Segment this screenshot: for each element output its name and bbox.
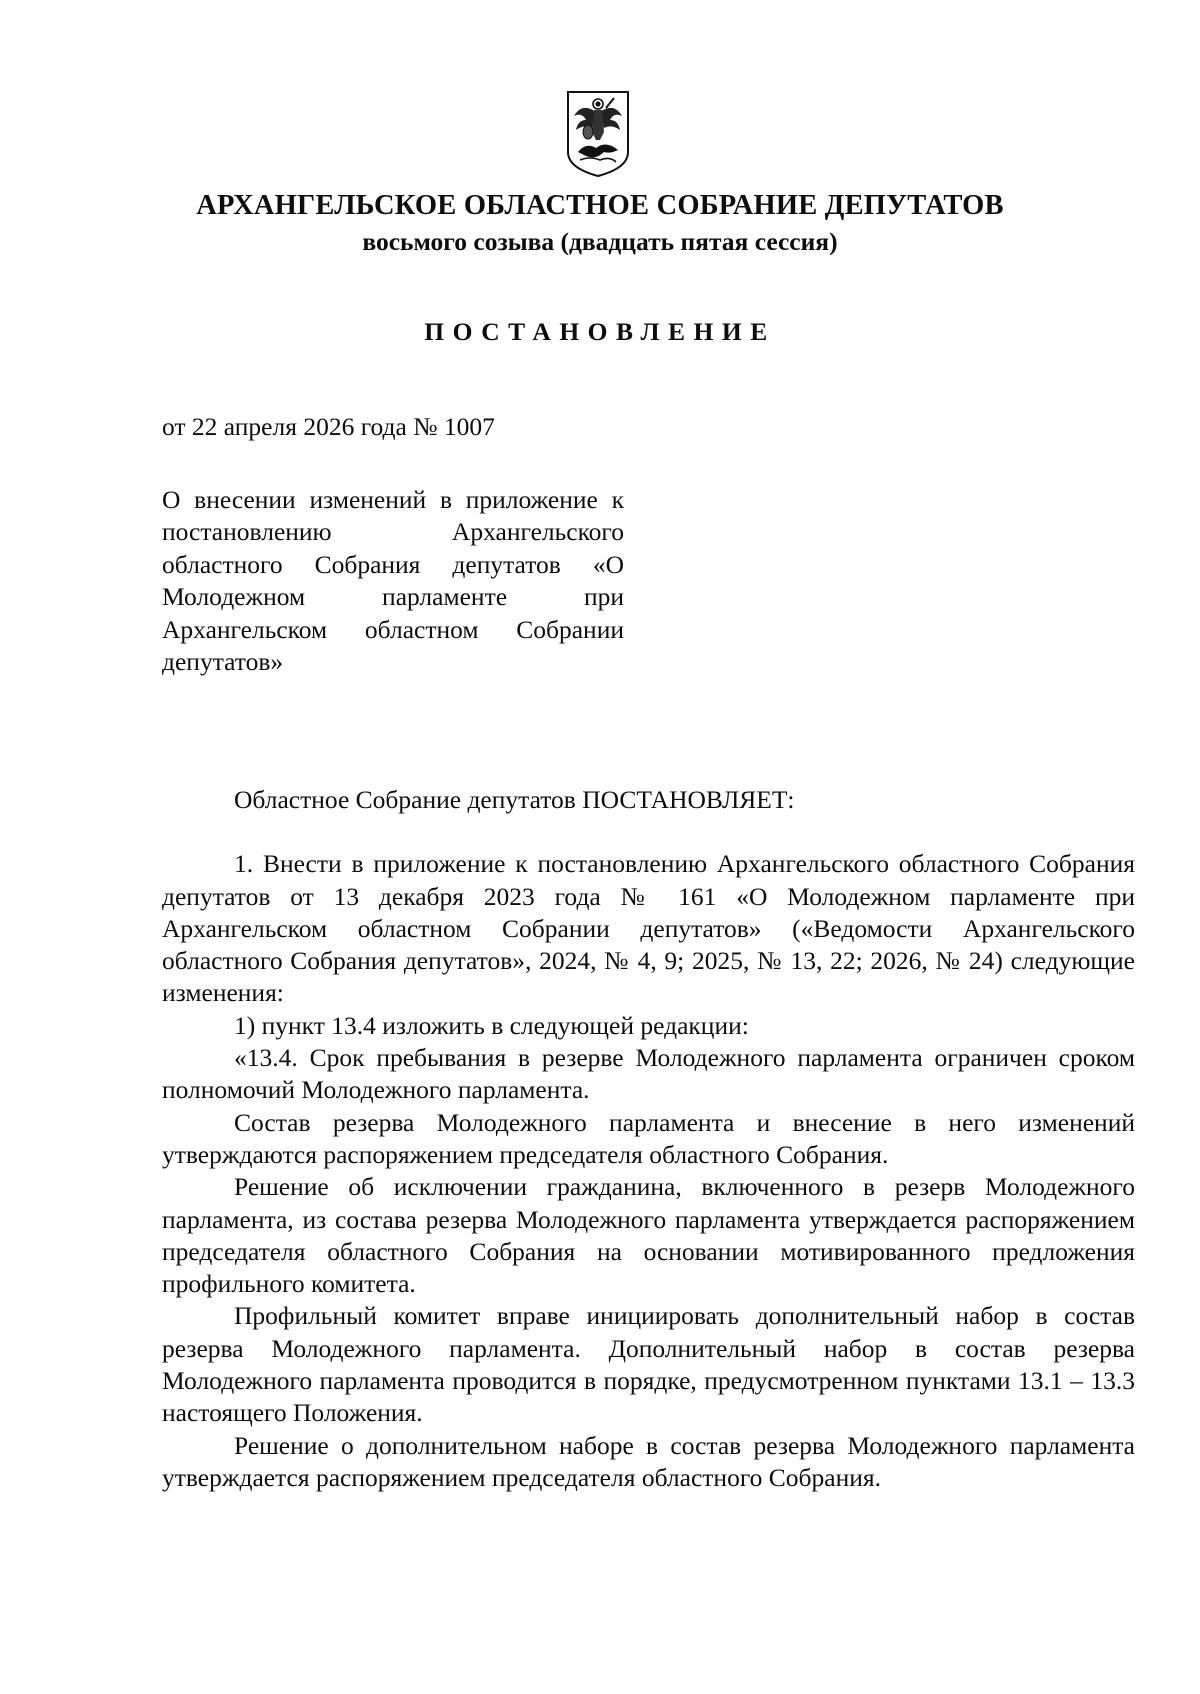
body-paragraph: Состав резерва Молодежного парламента и внесение в него изменений утверждаются распоряжением председателя областного Собрания.	[162, 1107, 1135, 1169]
body-paragraph: «13.4. Срок пребывания в резерве Молодежного парламента ограничен сроком полномочий Молодежного парламента.	[162, 1043, 1135, 1105]
body-paragraph: Решение об исключении гражданина, включенного в резерв Молодежного парламента, из состава резерва Молодежного парламента утверждается распоряжением председателя областного Собрания на основании мотивированного предложения профильного комитета.	[162, 1172, 1135, 1299]
arkhangelsk-coat-of-arms-icon	[566, 90, 630, 178]
document-date-number: от 22 апреля 2026 года № 1007	[162, 412, 495, 441]
body-paragraph: Профильный комитет вправе инициировать дополнительный набор в состав резерва Молодежного парламента. Дополнительный набор в состав резерва Молодежного парламента проводится в порядке, предусмотренном пунктами 13.1 – 13.3 настоящего Положения.	[162, 1301, 1135, 1428]
organization-title: АРХАНГЕЛЬСКОЕ ОБЛАСТНОЕ СОБРАНИЕ ДЕПУТАТОВ	[196, 190, 1004, 221]
convocation-subtitle: восьмого созыва (двадцать пятая сессия)	[362, 227, 838, 256]
document-subject: О внесении изменений в приложение к постановлению Архангельского областного Собрания депутатов «О Молодежном парламенте при Архангельском областном Собрании депутатов»	[162, 485, 624, 677]
document-body	[162, 784, 1135, 1494]
body-paragraph: Решение о дополнительном наборе в состав резерва Молодежного парламента утверждается распоряжением председателя областного Собрания.	[162, 1430, 1135, 1492]
body-paragraph: 1. Внести в приложение к постановлению Архангельского областного Собрания депутатов от 13 декабря 2023 года № 161 «О Молодежном парламенте при Архангельском областном Собрании депутатов» («Ведомости Архангельского областного Собрания депутатов», 2024, № 4, 9; 2025, № 13, 22; 2026, № 24) следующие изменения:	[162, 849, 1135, 1008]
document-type-heading: ПОСТАНОВЛЕНИЕ	[424, 317, 776, 346]
resolution-preamble: Областное Собрание депутатов ПОСТАНОВЛЯЕТ:	[234, 785, 795, 814]
body-paragraph: 1) пункт 13.4 изложить в следующей редакции:	[234, 1010, 749, 1040]
coat-of-arms-emblem	[566, 90, 630, 178]
